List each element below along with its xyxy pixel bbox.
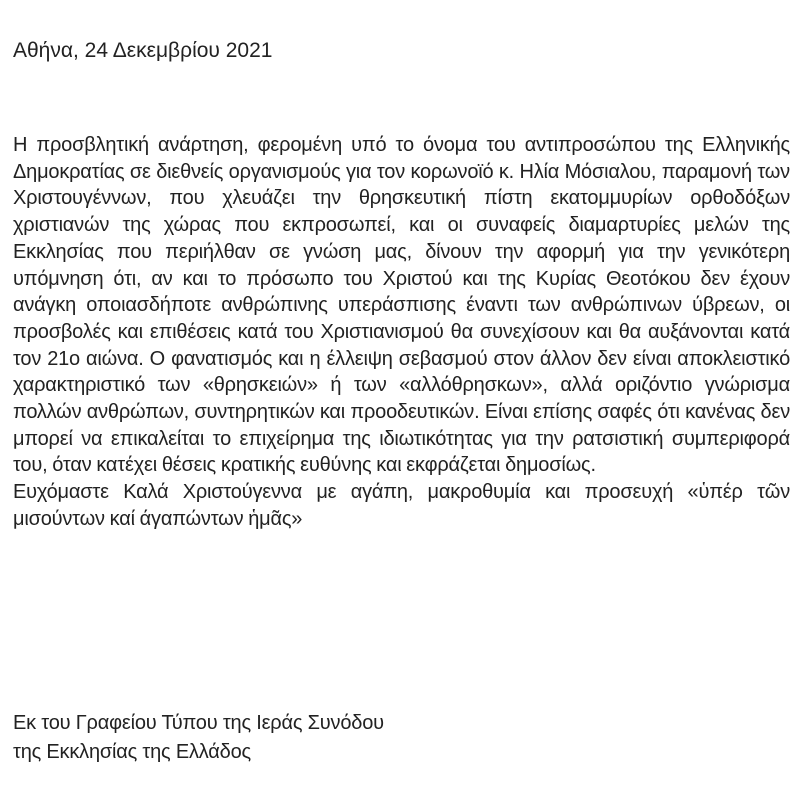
main-paragraph: Η προσβλητική ανάρτηση, φερομένη υπό το όνομα του αντιπροσώπου της Ελληνικής Δημοκρατίας σε διεθνείς οργανισμούς για τον κορωνοϊό κ. Ηλία Μόσιαλου, παραμονή των Χριστουγέννων, που χλευάζει την θρησκευτική πίστη εκατομμυρίων ορθοδόξων χριστιανών της χώρας που εκπροσωπεί, και οι συναφείς διαμαρτυρίες μελών της Εκκλησίας που περιήλθαν σε γνώση μας, δίνουν την αφορμή για την γενικότερη υπόμνηση ότι, αν και το πρόσωπο του Χριστού και της Κυρίας Θεοτόκου δεν έχουν ανάγκη οποιασδήποτε ανθρώπινης υπεράσπισης έναντι των ανθρώπινων ύβρεων, οι προσβολές και επιθέσεις κατά του Χριστιανισμού θα συνεχίσουν και θα αυξάνονται κατά τον 21ο αιώνα. Ο φανατισμός και η έλλειψη σεβασμού στον άλλον δεν είναι αποκλειστικό χαρακτηριστικό των «θρησκειών» ή των «αλλόθρησκων», αλλά οριζόντιο γνώρισμα πολλών ανθρώπων, συντηρητικών και προοδευτικών. Είναι επίσης σαφές ότι κανένας δεν μπορεί να επικαλείται το επιχείρημα της ιδιωτικότητας για την ρατσιστική συμπεριφορά του, όταν κατέχει θέσεις κρατικής ευθύνης και εκφράζεται δημοσίως.	[13, 134, 790, 477]
document-date: Αθήνα, 24 Δεκεμβρίου 2021	[13, 39, 273, 62]
greeting-paragraph: Ευχόμαστε Καλά Χριστούγεννα με αγάπη, μακροθυμία και προσευχή «ὑπέρ τῶν μισούντων καί άγαπώντων ἡμᾶς»	[13, 481, 790, 530]
signature-block	[13, 709, 384, 766]
document-body	[13, 132, 790, 533]
signature-line-2: της Εκκλησίας της Ελλάδος	[13, 740, 251, 763]
signature-line-1: Εκ του Γραφείου Τύπου της Ιεράς Συνόδου	[13, 712, 384, 734]
